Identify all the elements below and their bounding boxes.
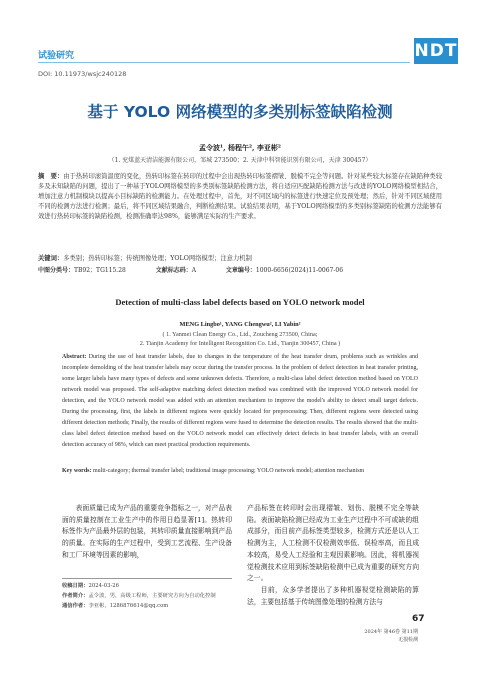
body-paragraph: 产品标签在转印时会出现褶皱、划伤、脱模不完全等缺陷。表面缺陷检测已经成为工业生产过程中不可或缺的组成部分，而目前产品标签类型较多，检测方式还是以人工检测为主，人工检测不仅检测效率低、误检率高，而且成本较高，易受人工经验和主观因素影响。因此，将机器视觉检测技术应用到标签缺陷检测中已成为重要的研究方向之一。: [247, 504, 419, 583]
footnote-text: 孟令波，男，高级工程师，主要研究方向为自动化控制: [88, 593, 216, 599]
journal-issue-info: [340, 628, 418, 644]
keywords-english: [62, 466, 418, 476]
abstract-en-text: During the use of heat transfer labels, due to changes in the temperature of the heat transfer drum, problems such as wrinkles and incomplete demolding of the heat transfer labels may occur during the transfer process. In the problem of defect detection in heat transfer printing, some larger labels have many types of defects and some unknown defects. Therefore, a multi-class label defect detection method based on YOLO network model was proposed. The self-adaptive matching defect detection method was combined with the improved YOLO network model for detection, and the YOLO network model was added with an attention mechanism to improve the model's ability to detect small target defects. During the processing, first, the labels in different regions were quickly located for preprocessing; Then, different regions were detected using different detection methods; Finally, the results of different regions were fused to determine the detection results. The results showed that the multi-class label defect detection method based on the YOLO network model can effectively detect defects in heat transfer labels, with an overall detection accuracy of 98%, which can meet practical production requirements.: [62, 354, 418, 448]
footnote-received: [62, 582, 234, 591]
body-paragraph: 表面质量已成为产品的重要竞争指标之一，对产品表面的质量控制在工业生产中的作用日趋显著[1]。热转印标签作为产品最外层的包装，其转印质量直接影响到产品的质量。在实际的生产过程中，受到工艺流程、生产设备和工厂环境等因素的影响，: [62, 504, 232, 559]
issue-line: 2024年 第46卷 第11期: [364, 629, 418, 635]
keywords-en-label: Key words:: [62, 468, 92, 474]
footnote-label: 通信作者：: [62, 603, 89, 609]
authors-english: MENG Lingbo¹, YANG Chengwu², LI Yabin²: [179, 321, 301, 328]
clc-value: TB92；TG115.28: [74, 267, 126, 274]
title-english: Detection of multi-class label defects based on YOLO network model: [115, 297, 365, 307]
abstract-cn-text: 由于热转印滚筒温度的变化，热转印标签在转印的过程中会出现热转印标签褶皱、脱模不完全等问题。针对某些较大标签存在缺陷种类较多及未知缺陷的问题，提出了一种基于YOLO网络模型的多类别标签缺陷检测方法，将自适应匹配缺陷检测方法与改进的YOLO网络模型相结合，增加注意力机制模块以提高小目标缺陷的检测能力。在处理过程中，首先，对不同区域内的标签进行快速定位及预处理；然后，针对不同区域使用不同的检测方法进行检测；最后，将不同区域结果融合，判断检测结果。试验结果表明，基于YOLO网络模型的多类别标签缺陷的检测方法能够有效进行热转印标签的缺陷检测，检测准确率达98%，能够满足实际的生产要求。: [38, 173, 443, 221]
article-number-value: 1000-6656(2024)11-0067-06: [255, 267, 344, 274]
header-rule: [38, 62, 410, 63]
affiliation-english-1: ( 1. Yanmei Clean Energy Co., Ltd., Zoucheng 273500, China;: [162, 331, 318, 338]
authors-chinese: 孟令波¹, 杨程午², 李亚彬²: [199, 143, 281, 152]
abstract-cn-label: 摘 要：: [38, 173, 64, 180]
page-number: 67: [412, 614, 425, 624]
body-column-left: [62, 503, 232, 562]
abstract-chinese: [38, 172, 442, 222]
footnote-text: 2024-03-26: [88, 583, 120, 589]
section-label: 试验研究: [38, 51, 75, 61]
doc-code-value: A: [191, 267, 197, 274]
footnote-divider: [62, 578, 232, 579]
doc-code-label: 文献标志码：: [155, 267, 192, 274]
keywords-en-text: multi-category; thermal transfer label; traditional image processing; YOLO network model; attention mechanism: [93, 468, 365, 474]
clc-label: 中图分类号：: [38, 267, 75, 274]
footnote-label: 作者简介：: [62, 593, 89, 599]
affiliation-english-2: 2. Tianjin Academy for Intelligent Recognition Co. Ltd., Tianjin 300457, China ): [139, 340, 341, 347]
journal-name: 无损检测: [397, 637, 418, 643]
classification-row: [38, 265, 442, 274]
footnote-author-bio: [62, 592, 234, 601]
journal-logo: NDT: [414, 38, 458, 64]
affiliation-chinese: （1. 兖煤蓝天清洁能源有限公司，邹城 273500；2. 天津中科智能识别有限公司，天津 300457）: [108, 157, 372, 164]
footnote-label: 收稿日期：: [62, 583, 89, 589]
body-column-right: [247, 503, 419, 608]
article-number-label: 文章编号：: [225, 267, 256, 274]
keywords-cn-text: 多类别；热转印标签；传统图像处理；YOLO网络模型；注意力机制: [63, 255, 252, 262]
doi: DOI: 10.11973/wsjc240128: [38, 70, 127, 78]
title-chinese: 基于 YOLO 网络模型的多类别标签缺陷检测: [87, 103, 393, 121]
keywords-cn-label: 关键词：: [38, 255, 64, 262]
abstract-english: [62, 352, 418, 451]
keywords-chinese: [38, 253, 442, 262]
footnote-corresponding: [62, 602, 234, 611]
footnote-text: 李亚彬，1286876614@qq.com: [88, 603, 169, 609]
body-paragraph: 目前，众多学者提出了多种机器视觉检测缺陷的算法，主要包括基于传统图像处理的检测方法与: [247, 585, 419, 606]
abstract-en-label: Abstract:: [62, 354, 87, 360]
